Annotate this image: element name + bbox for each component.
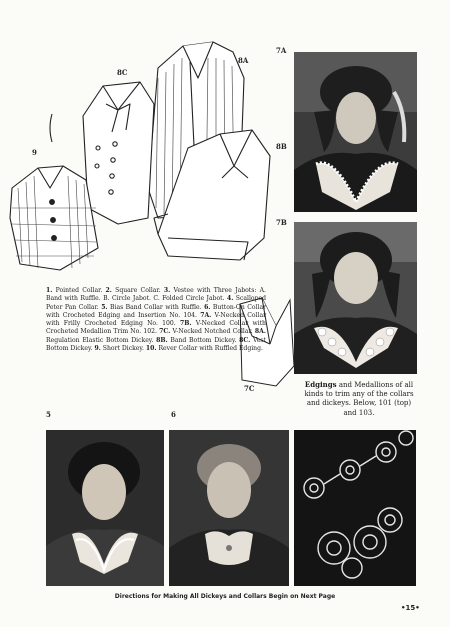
caption-item-7a: 7A. V-Necked Collar with Frilly Crocheted Edging No. 100. (46, 311, 266, 328)
caption-item-10: 10. Rever Collar with Ruffled Edging. (145, 345, 263, 353)
caption-item-9: 9. Short Dickey. (94, 345, 146, 353)
caption-item-1: 1. Pointed Collar. (46, 287, 106, 294)
edgings-caption: Edgings and Medallions of all kinds to trim any of the collars and dickeys. Below, 101 (top) and 103. (304, 380, 414, 417)
caption-item-4: 4. Scalloped Peter Pan Collar. (46, 295, 266, 311)
photo-7a-woman-frilly-collar (294, 52, 417, 212)
caption-item-8c: 8C. Vest Bottom Dickey. (46, 336, 267, 353)
caption-item-8b: 8B. Band Bottom Dickey. (156, 336, 240, 344)
caption-item-5: 5. Bias Band Collar with Ruffle. (101, 303, 205, 311)
fig-label-8c: 8C (117, 68, 128, 77)
page-number: •15• (401, 604, 420, 612)
fig-label-9: 9 (32, 148, 37, 157)
collar-list-caption (46, 287, 266, 353)
footer-directions: Directions for Making All Dickeys and Collars Begin on Next Page (114, 593, 336, 600)
caption-item-7c: 7C. V-Necked Notched Collar. (159, 328, 255, 336)
dickeys-line-drawing (8, 38, 298, 278)
caption-item-3: 3. Vestee with Three Jabots: A. Band with Ruffle. B. Circle Jabot. C. Folded Circle Jabot. (46, 287, 266, 303)
fig-label-8b: 8B (276, 142, 287, 151)
caption-item-2: 2. Square Collar. (105, 287, 164, 294)
photo-6-woman-buttoned-collar (169, 430, 289, 586)
fig-label-5: 5 (46, 410, 51, 419)
caption-item-7b: 7B. V-Necked Collar with Crocheted Medallion Trim No. 102. (46, 320, 266, 336)
fig-label-7b: 7B (276, 218, 287, 227)
photo-7b-woman-medallion-collar (294, 222, 417, 374)
fig-label-7c: 7C (244, 384, 255, 393)
fig-label-6: 6 (171, 410, 176, 419)
photo-crocheted-medallions (294, 430, 416, 586)
caption-item-8a: 8A. Regulation Elastic Bottom Dickey. (46, 328, 266, 344)
fig-label-7a: 7A (276, 46, 287, 55)
photo-5-woman-ruffle-collar (46, 430, 164, 586)
fig-label-8a: 8A (238, 56, 249, 65)
caption-item-6: 6. Button-On Collar with Crocheted Edging and Insertion No. 104. (46, 303, 266, 319)
